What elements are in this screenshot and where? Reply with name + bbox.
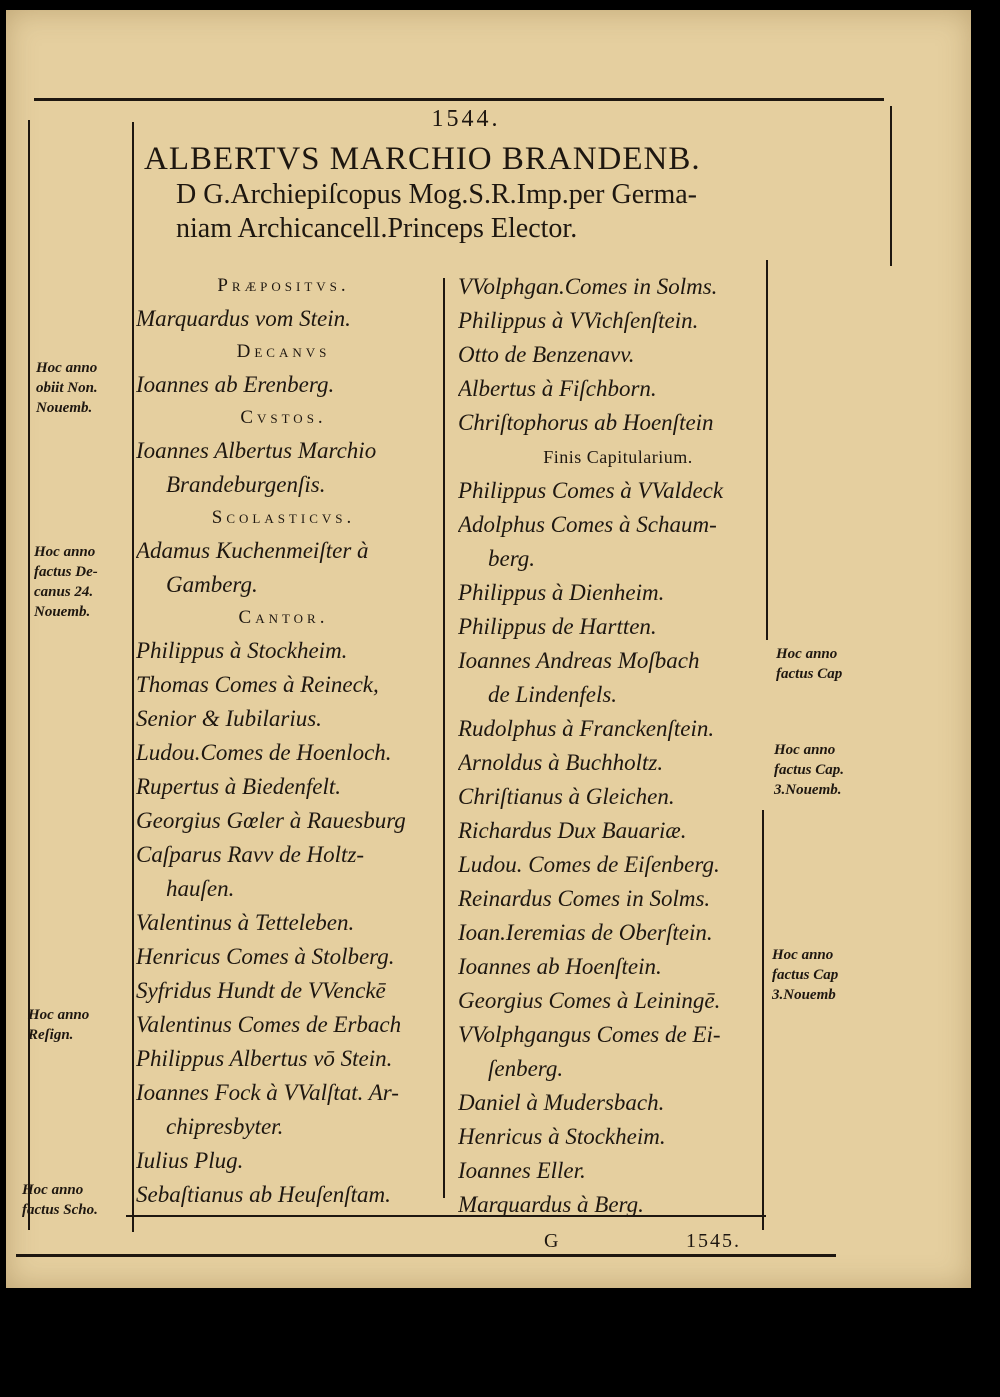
margin-note-line: factus De-	[34, 564, 98, 580]
left-margin-rule	[28, 120, 30, 1230]
page-number: 1544.	[431, 106, 501, 132]
canon-entry: Philippus à VVichſenſtein.	[458, 308, 699, 333]
canon-entry: Valentinus à Tetteleben.	[136, 910, 355, 935]
page-title	[144, 140, 804, 246]
canon-entry: Gamberg.	[166, 572, 258, 597]
canon-entry: Ludou.Comes de Hoenloch.	[136, 740, 392, 765]
margin-note-line: obiit Non.	[36, 380, 98, 396]
canon-entry: Ioannes ab Erenberg.	[136, 372, 335, 397]
canon-entry: Henricus Comes à Stolberg.	[136, 944, 395, 969]
canon-entry: Ioan.Ieremias de Oberſtein.	[458, 920, 713, 945]
canon-entry: Marquardus à Berg.	[458, 1192, 644, 1217]
column-divider	[443, 278, 445, 1198]
margin-note-line: Nouemb.	[36, 400, 93, 416]
canon-entry: Marquardus vom Stein.	[136, 306, 351, 331]
canon-entry: VVolphgan.Comes in Solms.	[458, 274, 718, 299]
canon-entry: Henricus à Stockheim.	[458, 1124, 666, 1149]
title-line-2: D G.Archiepiſcopus Mog.S.R.Imp.per Germa-	[176, 179, 698, 210]
margin-note-line: factus Scho.	[22, 1202, 98, 1218]
margin-note	[772, 945, 838, 1005]
canon-entry: Philippus de Hartten.	[458, 614, 657, 639]
title-line-1: ALBERTVS MARCHIO BRANDENB.	[144, 141, 701, 177]
margin-note-line: 3.Nouemb	[772, 987, 836, 1003]
canon-entry: Ludou. Comes de Eiſenberg.	[458, 852, 720, 877]
margin-note	[28, 1005, 89, 1045]
canon-entry: Valentinus Comes de Erbach	[136, 1012, 402, 1037]
canon-entry: berg.	[488, 546, 536, 571]
text-left-rule	[132, 122, 134, 1232]
canon-entry: Adolphus Comes à Schaum-	[458, 512, 717, 537]
canon-entry: Caſparus Ravv de Holtz-	[136, 842, 365, 867]
office-heading: Cvstos.	[240, 407, 327, 428]
margin-note	[36, 358, 98, 418]
canon-entry: Georgius Comes à Leiningē.	[458, 988, 721, 1013]
catchword: 1545.	[686, 1230, 741, 1252]
canon-entry: Ioannes Eller.	[458, 1158, 586, 1183]
right-column	[458, 270, 778, 1222]
canon-entry: Richardus Dux Bauariæ.	[458, 818, 687, 843]
margin-note-line: Hoc anno	[36, 360, 98, 376]
canon-entry: Otto de Benzenavv.	[458, 342, 635, 367]
margin-note-line: factus Cap.	[774, 762, 845, 778]
canon-entry: Reinardus Comes in Solms.	[458, 886, 711, 911]
margin-note	[776, 644, 842, 684]
margin-note	[22, 1180, 98, 1220]
canon-entry: Albertus à Fiſchborn.	[458, 376, 657, 401]
margin-note-line: factus Cap	[776, 666, 843, 682]
left-column	[136, 270, 431, 1212]
margin-note-line: Reſign.	[28, 1027, 74, 1043]
canon-entry: Rudolphus à Franckenſtein.	[458, 716, 715, 741]
text-right-rule	[890, 106, 892, 266]
canon-entry: Ioannes Albertus Marchio	[136, 438, 377, 463]
margin-note-line: Hoc anno	[22, 1182, 84, 1198]
canon-entry: Philippus à Dienheim.	[458, 580, 665, 605]
margin-note	[34, 542, 98, 622]
canon-entry: de Lindenfels.	[488, 682, 618, 707]
canon-entry: Philippus Albertus vō Stein.	[136, 1046, 393, 1071]
office-heading: Decanvs	[236, 341, 331, 362]
canon-entry: chipresbyter.	[166, 1114, 284, 1139]
office-heading: Præpositvs.	[217, 275, 350, 296]
top-rule	[34, 98, 884, 101]
canon-entry: Ioannes Fock à VValſtat. Ar-	[136, 1080, 399, 1105]
canon-entry: ſenberg.	[488, 1056, 564, 1081]
canon-entry: Chriſtianus à Gleichen.	[458, 784, 675, 809]
canon-entry: Brandeburgenſis.	[166, 472, 326, 497]
canon-entry: Adamus Kuchenmeiſter à	[136, 538, 369, 563]
canon-entry: Senior & Iubilarius.	[136, 706, 322, 731]
signature-mark: G	[544, 1230, 559, 1252]
margin-note-line: 3.Nouemb.	[774, 782, 842, 798]
margin-note-line: Hoc anno	[34, 544, 96, 560]
canon-entry: Ioannes ab Hoenſtein.	[458, 954, 662, 979]
margin-note-line: canus 24.	[34, 584, 94, 600]
canon-entry: Sebaſtianus ab Heuſenſtam.	[136, 1182, 391, 1207]
footer-rule	[16, 1254, 836, 1257]
office-heading: Scolasticvs.	[211, 507, 356, 528]
canon-entry: Rupertus à Biedenfelt.	[136, 774, 342, 799]
margin-note-line: Hoc anno	[776, 646, 838, 662]
margin-note-line: Hoc anno	[774, 742, 836, 758]
book-page	[6, 10, 971, 1288]
canon-entry: Philippus Comes à VValdeck	[458, 478, 724, 503]
canon-entry: VVolphgangus Comes de Ei-	[458, 1022, 721, 1047]
margin-note	[774, 740, 844, 800]
margin-note-line: Hoc anno	[772, 947, 834, 963]
canon-entry: Chriſtophorus ab Hoenſtein	[458, 410, 714, 435]
margin-note-line: factus Cap	[772, 967, 839, 983]
canon-entry: Georgius Gœler à Rauesburg	[136, 808, 406, 833]
canon-entry: hauſen.	[166, 876, 235, 901]
canon-entry: Thomas Comes à Reineck,	[136, 672, 379, 697]
canon-entry: Arnoldus à Buchholtz.	[458, 750, 664, 775]
canon-entry: Syfridus Hundt de VVenckē	[136, 978, 386, 1003]
canon-entry: Iulius Plug.	[136, 1148, 244, 1173]
canon-entry: Philippus à Stockheim.	[136, 638, 348, 663]
canon-entry: Daniel à Mudersbach.	[458, 1090, 665, 1115]
section-end-note: Finis Capitularium.	[543, 447, 693, 467]
margin-note-line: Hoc anno	[28, 1007, 90, 1023]
title-line-3: niam Archicancell.Princeps Elector.	[176, 213, 578, 244]
margin-note-line: Nouemb.	[34, 604, 91, 620]
canon-entry: Ioannes Andreas Moſbach	[458, 648, 700, 673]
office-heading: Cantor.	[238, 607, 329, 628]
